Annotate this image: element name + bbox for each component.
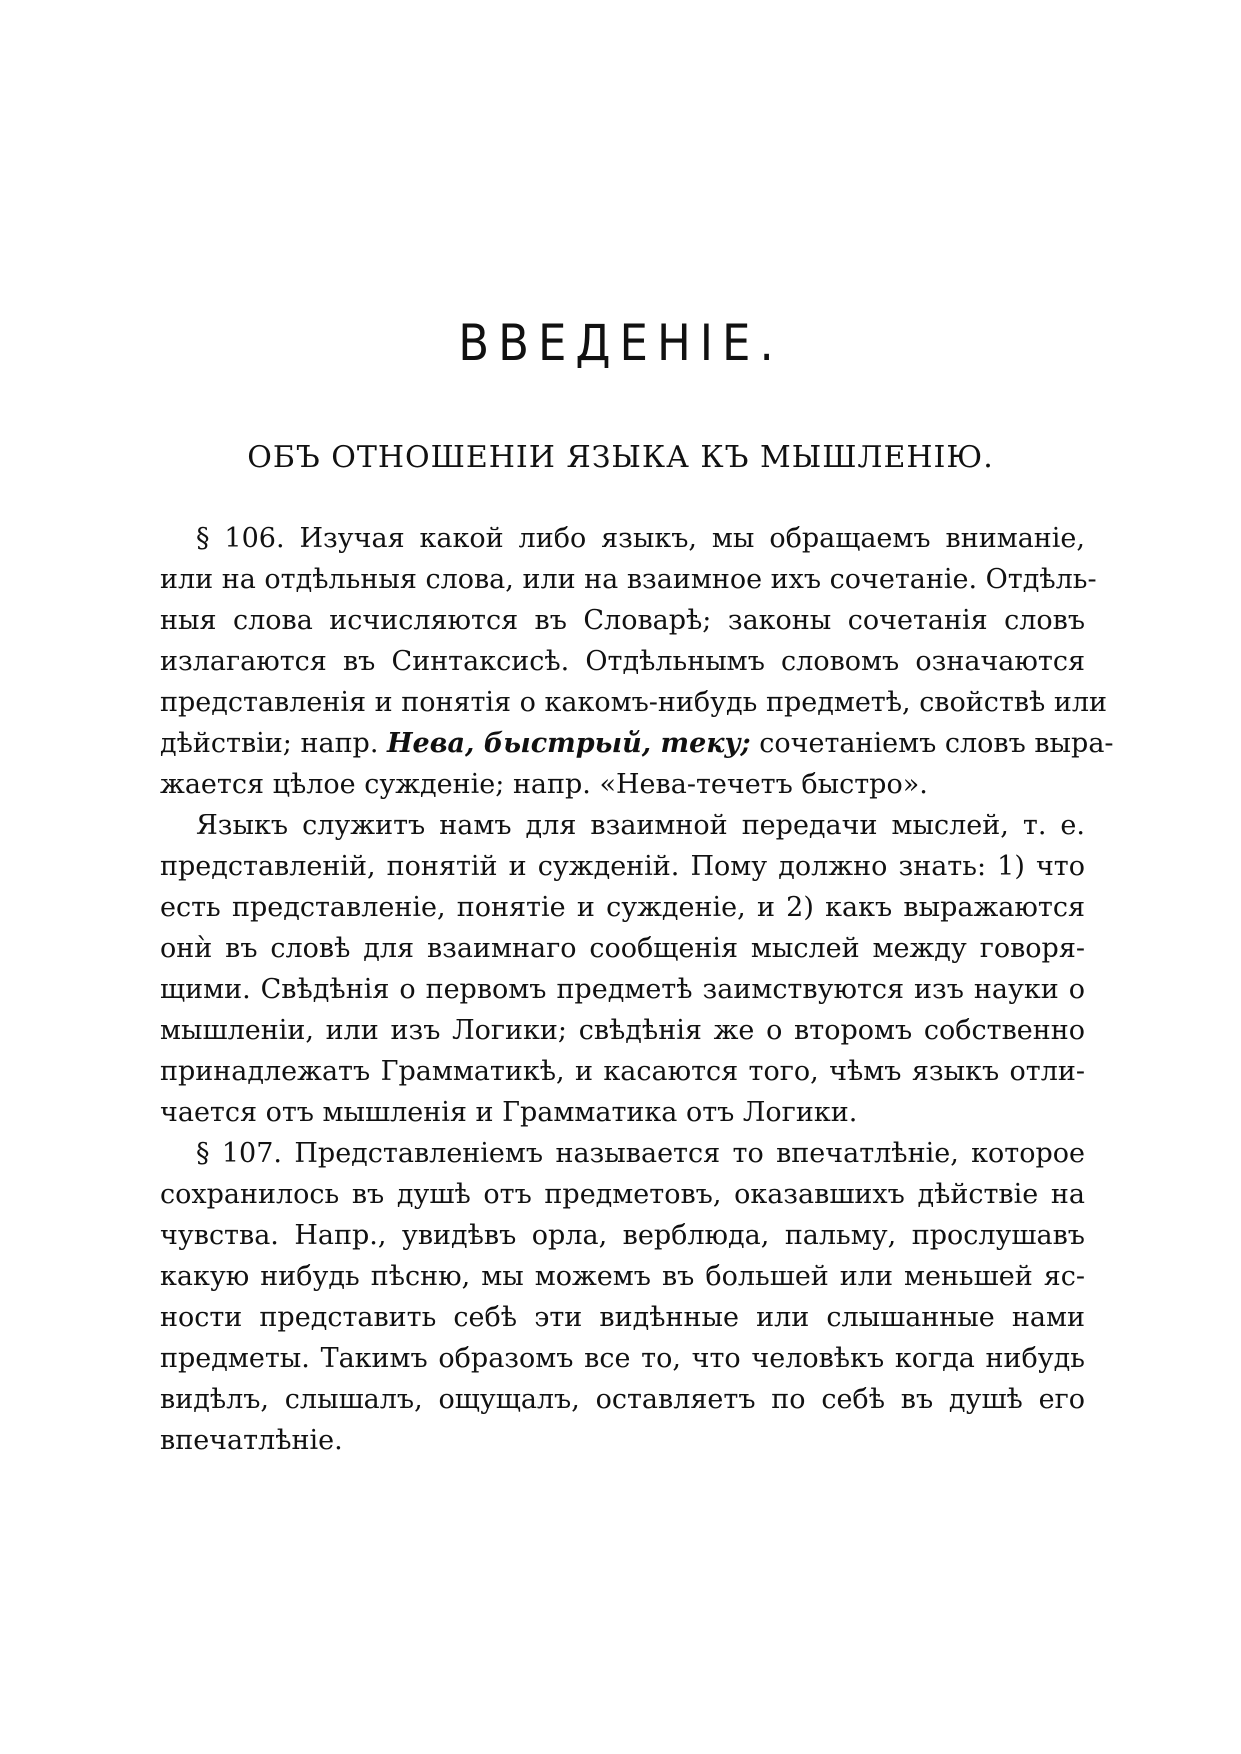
paragraph-106: [160, 518, 1114, 805]
paragraph-107: [160, 1133, 1085, 1461]
text-line: жается цѣлое сужденіе; напр. «Нева-течетъ быстро».: [160, 769, 928, 800]
page-title: ВВЕДЕНІЕ.: [458, 314, 783, 372]
text-line: онѝ въ словѣ для взаимнаго сообщенія мыслей между говоря-: [160, 933, 1085, 964]
text-line: § 107. Представленіемъ называется то впечатлѣніе, которое: [196, 1138, 1085, 1169]
text-line: излагаются въ Синтаксисѣ. Отдѣльнымъ словомъ означаются: [160, 646, 1085, 677]
text-line: чувства. Напр., увидѣвъ орла, верблюда, пальму, прослушавъ: [160, 1220, 1085, 1251]
text-line: есть представленіе, понятіе и сужденіе, и 2) какъ выражаются: [160, 892, 1085, 923]
text-line: впечатлѣніе.: [160, 1425, 343, 1456]
text-line: сохранилось въ душѣ отъ предметовъ, оказавшихъ дѣйствіе на: [160, 1179, 1085, 1210]
text-line: ныя слова исчисляются въ Словарѣ; законы сочетанія словъ: [160, 605, 1085, 636]
text-line: чается отъ мышленія и Грамматика отъ Логики.: [160, 1097, 858, 1128]
body-text: [160, 518, 1114, 1461]
text-line: или на отдѣльныя слова, или на взаимное ихъ сочетаніе. Отдѣль-: [160, 564, 1097, 595]
text-line: какую нибудь пѣсню, мы можемъ въ большей или меньшей яс-: [160, 1261, 1085, 1292]
text-line: § 106. Изучая какой либо языкъ, мы обращаемъ вниманіе,: [196, 523, 1085, 554]
text-line: видѣлъ, слышалъ, ощущалъ, оставляетъ по себѣ въ душѣ его: [160, 1384, 1085, 1415]
text-line: предметы. Такимъ образомъ все то, что человѣкъ когда нибудь: [160, 1343, 1085, 1374]
paragraph-language: [160, 805, 1085, 1133]
text-line: ности представить себѣ эти видѣнные или слышанные нами: [160, 1302, 1085, 1333]
text-fragment: дѣйствіи; напр.: [160, 728, 379, 759]
text-line: [160, 723, 1114, 764]
section-subtitle: ОБЪ ОТНОШЕНІИ ЯЗЫКА КЪ МЫШЛЕНІЮ.: [247, 440, 994, 475]
text-line: представленія и понятія о какомъ-нибудь предметѣ, свойствѣ или: [160, 687, 1108, 718]
text-line: Языкъ служитъ намъ для взаимной передачи мыслей, т. е.: [196, 810, 1085, 841]
italic-examples: Нева, быстрый, теку;: [387, 728, 751, 759]
text-fragment: сочетаніемъ словъ выра-: [759, 728, 1114, 759]
text-line: мышленіи, или изъ Логики; свѣдѣнія же о второмъ собственно: [160, 1015, 1085, 1046]
text-line: щими. Свѣдѣнія о первомъ предметѣ заимствуются изъ науки о: [160, 974, 1085, 1005]
text-line: представленій, понятій и сужденій. Пому должно знать: 1) что: [160, 851, 1085, 882]
text-line: принадлежатъ Грамматикѣ, и касаются того, чѣмъ языкъ отли-: [160, 1056, 1085, 1087]
